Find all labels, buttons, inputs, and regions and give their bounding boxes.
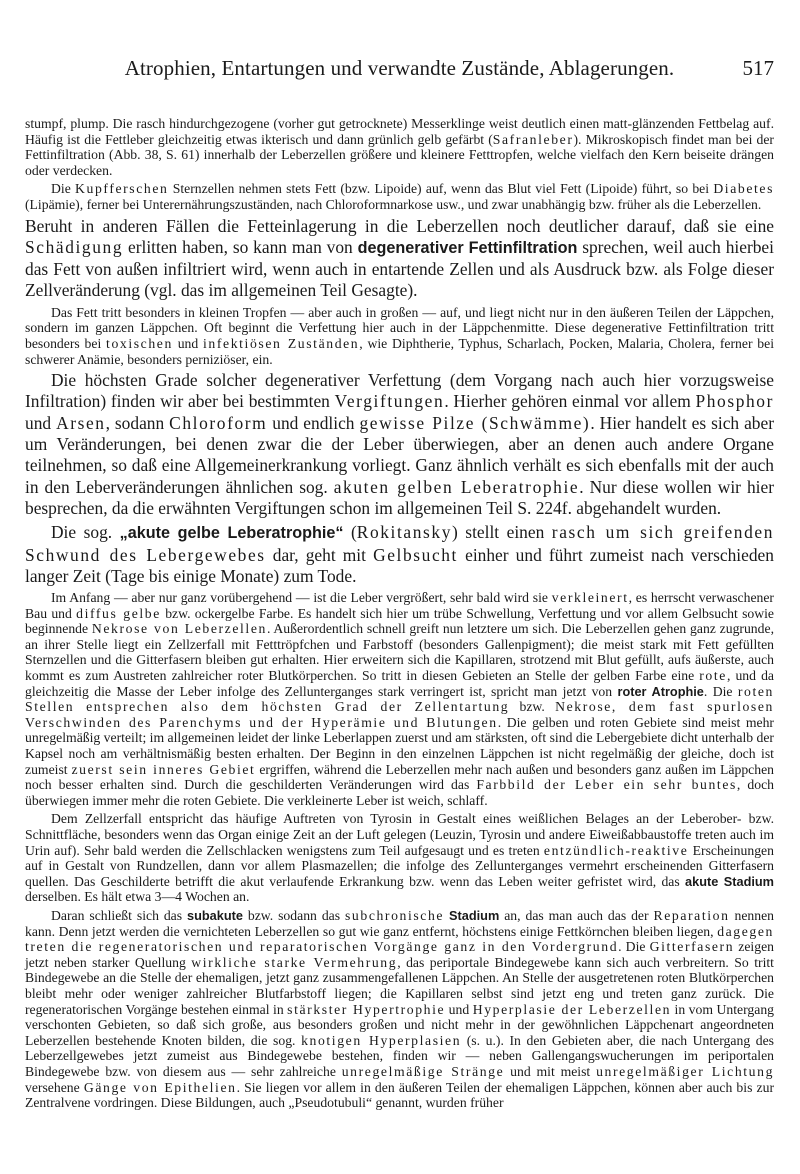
paragraph-5 xyxy=(25,370,774,519)
spaced-emphasis: Schädigung xyxy=(25,236,124,257)
text-run: , das periportale Bindegewebe kann sich auch verbreitern. So tritt Bindegewebe an die Stelle der ehemaligen, jetzt ganz zusammengefallenen Läppchen. An Stelle der ausgetretenen roten Blutkörperchen bleibt mehr oder weniger zahlreicher Blutfarbstoff liegen; die Kapillaren selbst sind jetzt eng und treten ganz zurück. Die regeneratorischen Vorgänge bestehen einmal in xyxy=(25,954,774,1017)
spaced-emphasis: Safranleber xyxy=(492,131,574,147)
paragraph-7 xyxy=(25,590,774,808)
text-run: und xyxy=(25,412,57,433)
text-run: , doch überwiegen immer mehr die roten Gebiete. Die verkleinerte Leber ist weich, schlaff. xyxy=(25,777,774,808)
text-run: . Hierher gehören einmal vor allem xyxy=(444,391,696,412)
spaced-emphasis: Gänge von Epithelien xyxy=(83,1079,237,1095)
spaced-emphasis: Gitterfasern xyxy=(649,939,735,955)
text-run: Die höchsten Grade solcher degenerativer Verfettung (dem Vorgang nach auch hier vorzugsweise Infiltration) finden wir aber bei bestimmten xyxy=(25,370,774,412)
spaced-emphasis: Phosphor xyxy=(695,391,774,412)
paragraph-4 xyxy=(25,305,774,367)
text-run: Daran schließt sich das xyxy=(51,907,188,923)
paragraph-9 xyxy=(25,908,774,1111)
spaced-emphasis: Nekrose von Leberzellen xyxy=(91,621,267,637)
bold-term: Stadium xyxy=(449,907,500,923)
spaced-emphasis: Kupfferschen xyxy=(75,181,169,197)
text-run: Erscheinungen auf in Gestalt von Rundzellen, dann vor allem Plasmazellen; die infolge des Zellunterganges vermehrt erscheinenden Gitterfasern quellen. Das Geschilderte betrifft die akut verlaufende Erkrankung bzw. wenn das Leben weiter gefristet wird, das xyxy=(25,842,774,889)
spaced-emphasis: diffus gelbe xyxy=(76,605,161,621)
spaced-emphasis: Chloroform xyxy=(169,412,268,433)
text-run: ) stellt einen xyxy=(452,522,552,543)
text-run: Beruht in anderen Fällen die Fetteinlagerung in die Leberzellen noch deutlicher darauf, daß sie eine xyxy=(25,215,774,236)
text-run: sprechen, weil auch hierbei das Fett von außen infiltriert wird, wenn auch in entartende Zellen und als Ausdruck bzw. als Folge dieser Zellveränderung (vgl. das im allgemeinen Teil Gesagte). xyxy=(25,236,774,301)
text-run: und xyxy=(172,335,204,351)
text-run: , wie Diphtherie, Typhus, Scharlach, Pocken, Malaria, Cholera, ferner bei schwerer Anämie, besonders perniziöser, ein. xyxy=(25,335,775,367)
running-head xyxy=(25,0,774,104)
text-run: . Die xyxy=(703,683,738,699)
paragraph-2 xyxy=(25,181,774,212)
text-run: . Außerordentlich schnell greift nun letztere um sich. Die Leberzellen gehen ganz zugrunde, an ihrer Stelle liegt ein Zellzerfall mit Fetttröpfchen und Farbstoff (besonders Gallenpigment); die meist stark mit Fett gefüllten Sternzellen und die Gitterfasern bleiben gut erhalten. Hier erweitern sich die Kapillaren, strotzend mit Blut gefüllt, aufs äußerste, auch kommt es zum Austreten zahlreicher roter Blutkörperchen. So tritt in diesen Gebieten an Stelle der gelben Farbe eine xyxy=(25,621,774,684)
text-run: zeigen jetzt neben starker Quellung xyxy=(25,939,774,970)
paragraph-1 xyxy=(25,116,774,178)
text-run: Sternzellen nehmen stets Fett (bzw. Lipoide) auf, wenn das Blut viel Fett (Lipoide) führt, so bei xyxy=(168,181,714,197)
bold-term: akute Stadium xyxy=(685,873,775,889)
text-run: Dem Zellzerfall entspricht das häufige Auftreten von Tyrosin in Gestalt eines weißlichen Belages an der Leberober- bzw. Schnittfläche, besonders wenn das Organ einige Zeit an der Luft gelegen (Leuzin, Tyrosin und andere Eiweißabbaustoffe treten auch im Urin auf). Sehr bald werden die Zellschlacken wenigstens zum Teil aufgesaugt und es treten xyxy=(25,811,774,858)
bold-term: subakute xyxy=(187,907,243,923)
spaced-emphasis: gewisse Pilze (Schwämme) xyxy=(359,412,591,433)
text-run: . Die xyxy=(618,939,650,955)
spaced-emphasis: akuten gelben Leberatrophie xyxy=(333,476,580,497)
spaced-emphasis: Hyperplasie der Leberzellen xyxy=(472,1001,672,1017)
text-run: (s. u.). In den Gebieten aber, die nach Untergang des Leberzellgewebes jetzt zumeist aus Bindegewebe bestehen, finden wir — neben Gallengangswucherungen im periportalen Bindegewebe bzw. von diesem aus — sehr zahlreiche xyxy=(25,1032,775,1079)
spaced-emphasis: toxischen xyxy=(106,335,173,351)
text-run: und mit meist xyxy=(504,1063,597,1079)
text-run: und xyxy=(445,1001,473,1017)
text-run: bzw. xyxy=(509,699,556,715)
text-run: . Nur diese wollen wir hier besprechen, da die erwähnten Vergiftungen schon im allgemeinen Teil S. 224f. abgehandelt wurden. xyxy=(25,476,774,518)
text-run: und endlich xyxy=(267,412,360,433)
paragraph-8 xyxy=(25,811,774,905)
spaced-emphasis: Arsen xyxy=(56,412,106,433)
text-run: bzw. sodann das xyxy=(242,907,345,923)
text-run: derselben. Es hält etwa 3—4 Wochen an. xyxy=(25,889,250,905)
spaced-emphasis: subchronische xyxy=(345,907,445,923)
spaced-emphasis: verkleinert xyxy=(551,590,629,606)
text-run: . Die gelben und roten Gebiete sind meist mehr unregelmäßig verteilt; im allgemeinen leidet der linke Leberlappen zuerst und am stärksten, oft sind die Lebergebiete dicht unterhalb der Kapsel noch am verhältnismäßig besten erhalten. Der Beginn in den einzelnen Läppchen ist nicht regelmäßig der gleiche, doch ist zumeist xyxy=(25,714,774,777)
text-run: , und da gleichzeitig die Masse der Leber infolge des Zellunterganges stark verringert ist, spricht man jetzt von xyxy=(25,668,774,699)
text-run: Im Anfang — aber nur ganz vorübergehend — ist die Leber vergrößert, sehr bald wird sie xyxy=(51,590,552,606)
text-run: ( xyxy=(343,522,357,543)
body-text xyxy=(25,116,774,1111)
spaced-emphasis: unregelmäßiger Lichtung xyxy=(596,1063,775,1079)
spaced-emphasis: Reparation xyxy=(653,907,730,923)
spaced-emphasis: Vergiftungen xyxy=(334,391,445,412)
bold-term: „akute gelbe Leberatrophie“ xyxy=(119,524,344,543)
spaced-emphasis: rote xyxy=(699,668,727,684)
text-run: dar, geht mit xyxy=(265,544,374,565)
running-head-title: Atrophien, Entartungen und verwandte Zustände, Ablagerungen. xyxy=(124,56,675,80)
text-run: nennen kann. Denn jetzt werden die vernichteten Leberzellen so gut wie ganz entfernt, höchstens einige Fettkörnchen bleiben liegen, xyxy=(25,907,775,939)
spaced-emphasis: dagegen treten die regeneratorischen und reparatorischen Vorgänge ganz in den Vordergrund xyxy=(25,923,774,955)
bold-term: degenerativer Fettinfiltration xyxy=(357,238,578,257)
text-run: ergriffen, während die Leberzellen mehr nach außen und besonders ganz außen im Läppchen noch besser erhalten sind. Durch die geschilderten Veränderungen wird das xyxy=(25,761,775,793)
spaced-emphasis: Farbbild der Leber ein sehr buntes xyxy=(476,777,737,793)
text-run: (Lipämie), ferner bei Unterernährungszuständen, nach Chloroformnarkose usw., und zwar unabhängig bzw. früher als die Leberzellen. xyxy=(25,196,762,212)
spaced-emphasis: Gelbsucht xyxy=(373,544,458,565)
text-run: bzw. ockergelbe Farbe. Es handelt sich hier um trübe Schwellung, Verfettung und vor allem Gelbsucht sowie beginnende xyxy=(25,605,774,637)
spaced-emphasis: stärkster Hypertrophie xyxy=(287,1001,446,1017)
text-run: in vom Untergang verschonten Gebieten, so daß sich große, aus besonders großen und nicht mehr in der gewöhnlichen Läppchenart angeordneten Leberzellen bestehende Knoten bilden, die sog. xyxy=(25,1001,775,1048)
text-run: Die xyxy=(51,181,76,197)
text-run: ). Mikroskopisch findet man bei der Fettinfiltration (Abb. 38, S. 61) innerhalb der Leberzellen größere und kleinere Fetttropfen, welche vielfach den Kern beiseite drängen oder verdecken. xyxy=(25,131,774,178)
spaced-emphasis: rasch um sich greifenden Schwund des Lebergewebes xyxy=(25,522,775,565)
paragraph-6 xyxy=(25,522,774,587)
paragraph-3 xyxy=(25,216,774,302)
text-run: an, das man auch das der xyxy=(499,907,654,923)
spaced-emphasis: infektiösen Zuständen xyxy=(203,335,360,351)
spaced-emphasis: Nekrose, dem fast spurlosen Verschwinden des Parenchyms und der Hyperämie und Blutungen xyxy=(25,699,774,730)
text-run: erlitten haben, so kann man von xyxy=(123,236,358,257)
spaced-emphasis: zuerst sein inneres Gebiet xyxy=(71,761,256,777)
text-run: , sodann xyxy=(105,412,170,433)
text-run: versehene xyxy=(25,1079,84,1095)
spaced-emphasis: unregelmäßige Stränge xyxy=(341,1063,505,1079)
spaced-emphasis: Rokitansky xyxy=(356,522,452,543)
spaced-emphasis: entzündlich-reaktive xyxy=(543,842,689,858)
spaced-emphasis: roten Stellen entsprechen also dem höchsten Grad der Zellentartung xyxy=(25,683,774,715)
spaced-emphasis: wirkliche starke Vermehrung xyxy=(191,954,398,970)
text-run: . Sie liegen vor allem in den äußeren Teilen der ehemaligen Läppchen, können aber auch bis zur Zentralvene vordringen. Diese Bildungen, auch „Pseudotubuli“ genannt, wurden früher xyxy=(25,1079,774,1111)
text-run: stumpf, plump. Die rasch hindurchgezogene (vorher gut getrocknete) Messerklinge weist deutlich einen matt-glänzenden Fettbelag auf. Häufig ist die Fettleber gleichzeitig etwas ikterisch und dann grünlich gelb gefärbt ( xyxy=(25,116,774,147)
spaced-emphasis: knotigen Hyperplasien xyxy=(301,1032,462,1048)
bold-term: roter Atrophie xyxy=(617,683,704,699)
spaced-emphasis: Diabetes xyxy=(713,181,774,197)
text-run: , es herrscht verwaschener Bau und xyxy=(25,590,774,621)
page-number: 517 xyxy=(742,56,774,80)
text-run: Die sog. xyxy=(51,522,120,543)
text-run: . Hier handelt es sich aber um Veränderungen, bei denen zwar die der Leber überwiegen, aber an denen auch andere Organe teilnehmen, so daß eine Allgemeinerkrankung vorliegt. Ganz ähnlich verhält es sich ebenfalls mit der auch in den Leberveränderungen ähnlichen sog. xyxy=(25,412,774,497)
text-run: Das Fett tritt besonders in kleinen Tropfen — aber auch in großen — auf, und liegt nicht nur in den äußeren Teilen der Läppchen, sondern im ganzen Läppchen. Oft beginnt die Verfettung hier auch in der Läppchenmitte. Diese degenerative Fettinfiltration tritt besonders bei xyxy=(25,304,774,351)
text-run: einher und führt zumeist nach verschieden langer Zeit (Tage bis einige Monate) zum Tode. xyxy=(25,544,774,586)
